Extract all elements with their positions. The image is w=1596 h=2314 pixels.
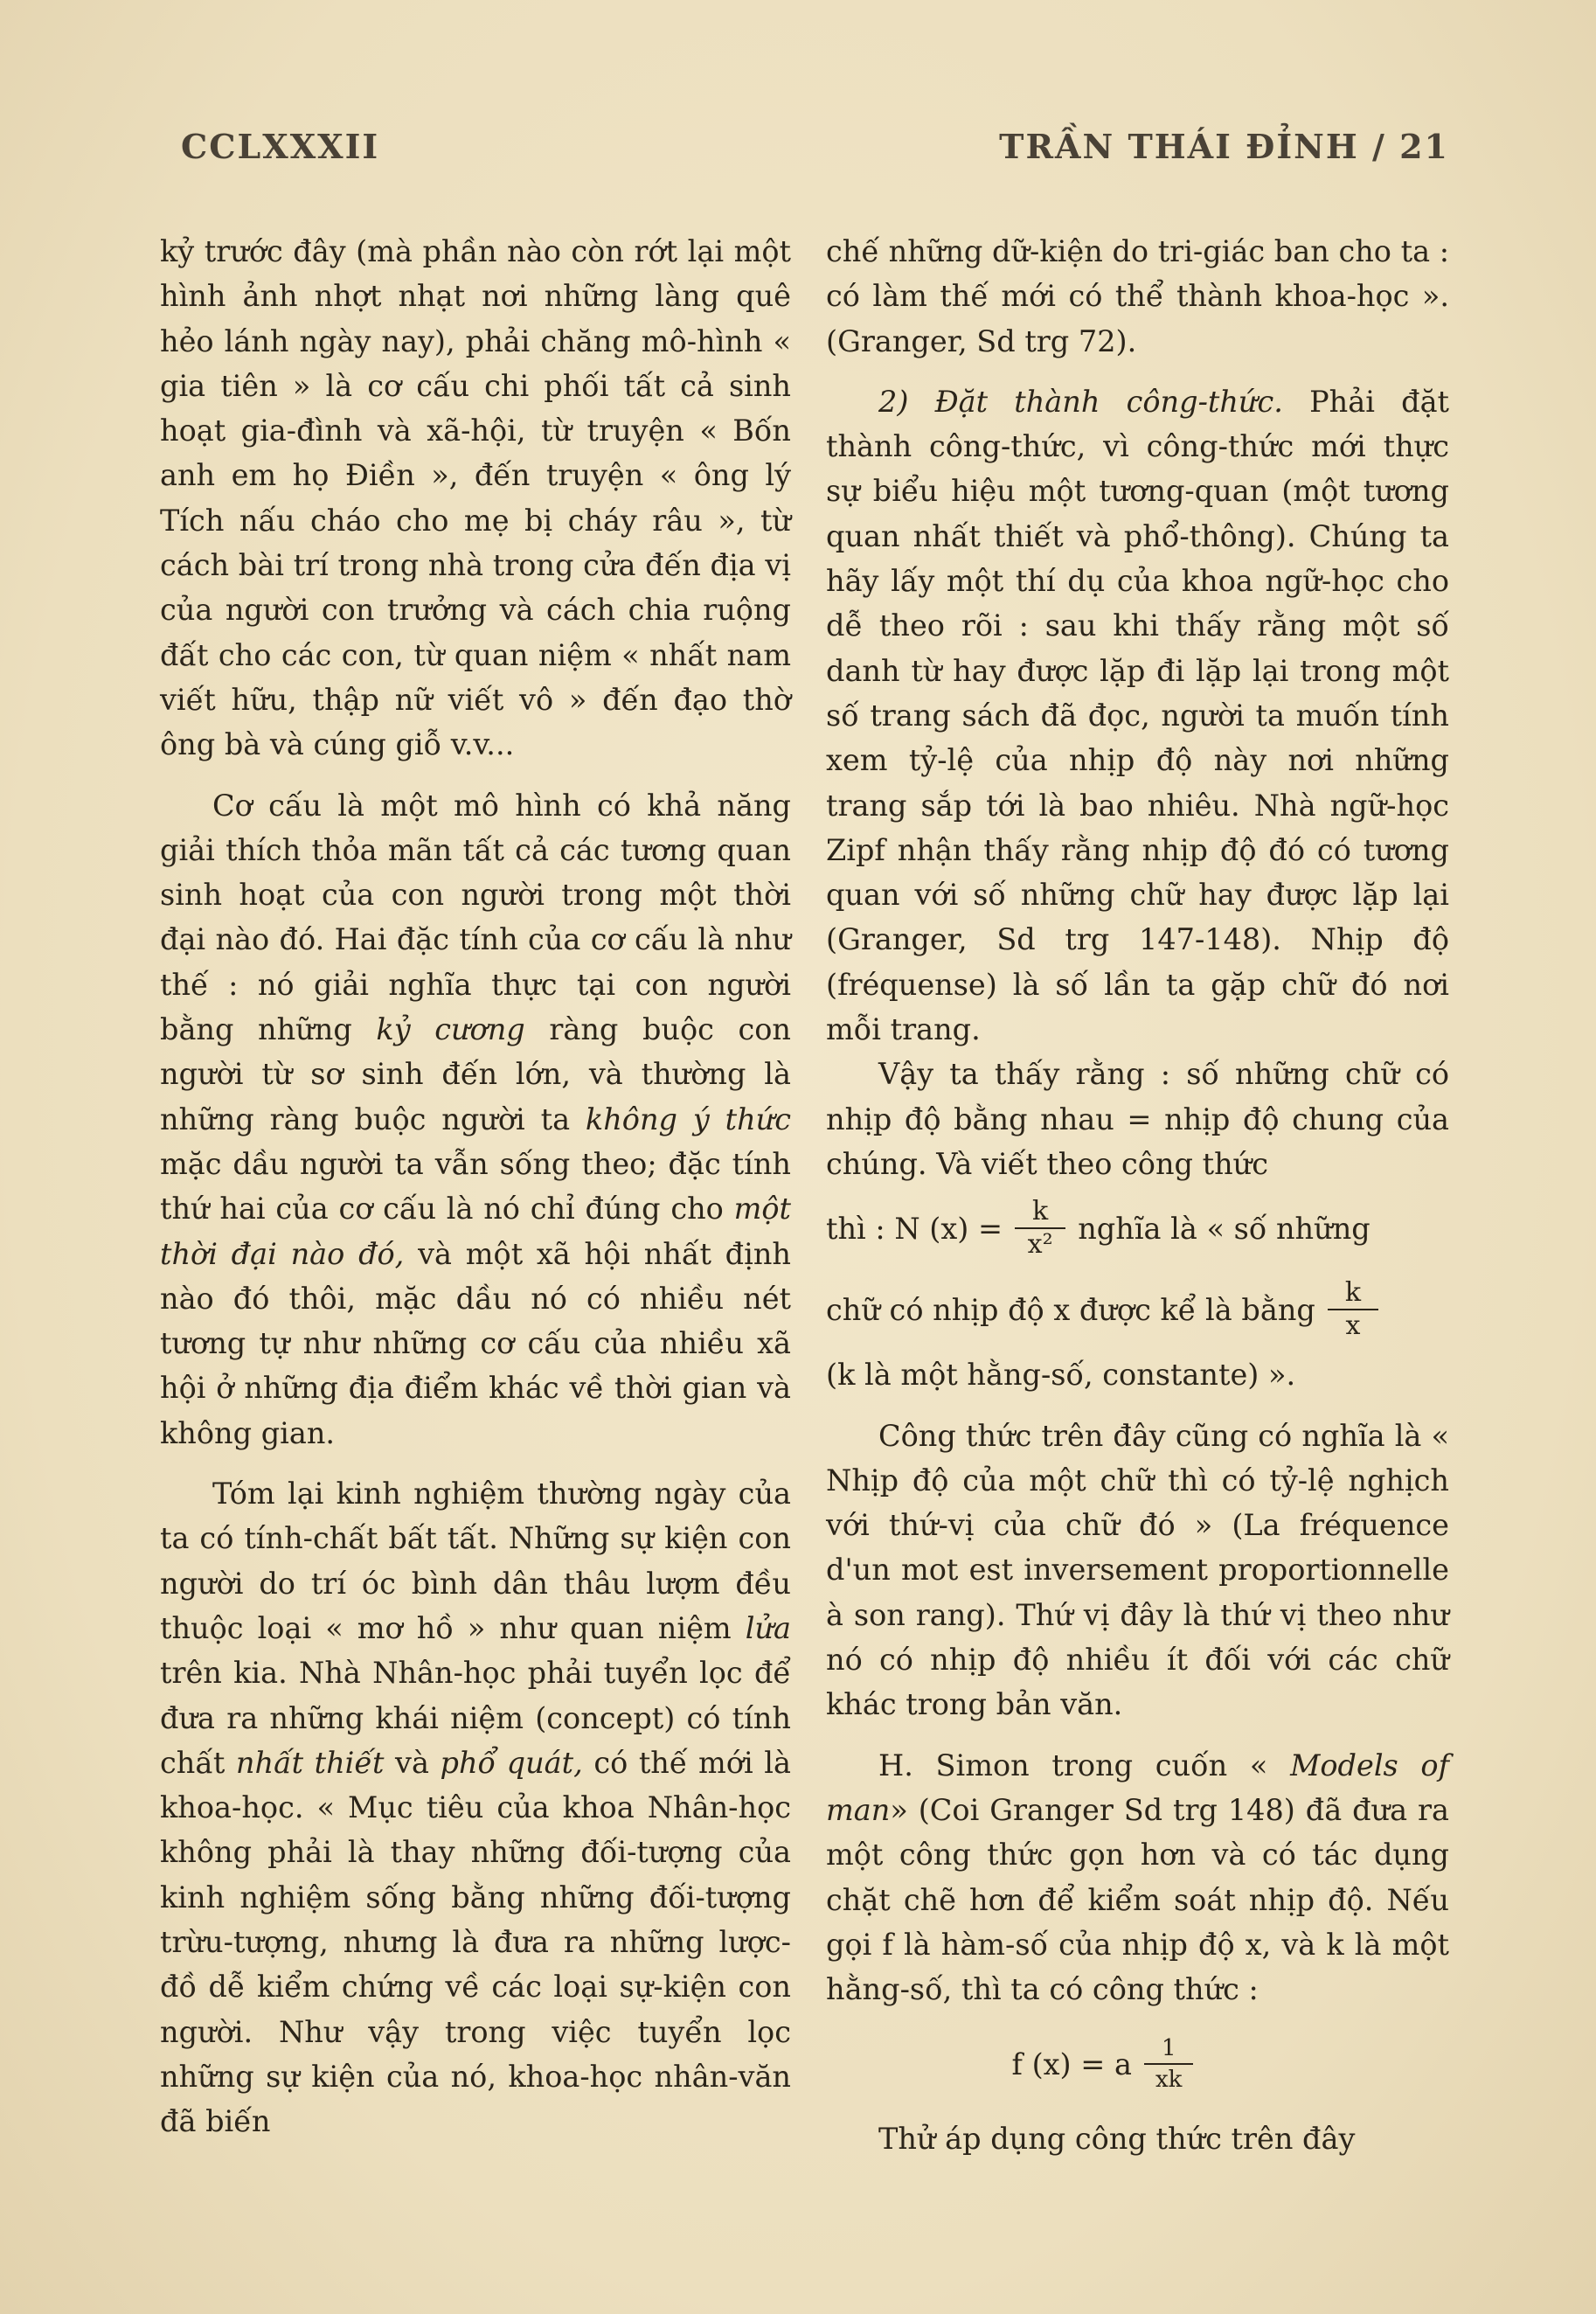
paragraph: Vậy ta thấy rằng : số những chữ có nhịp độ bằng nhau = nhịp độ chung của chúng. Và viết theo công thức (826, 1057, 1449, 1181)
section-heading: 2) Đặt thành công-thức. (878, 384, 1283, 419)
formula-simon: f (x) = a $\frac{1}{xk}$ (826, 2020, 1449, 2108)
formula-inline: chữ có nhịp độ x được kể là bằng $\frac{k}{x}$ (826, 1270, 1449, 1349)
paragraph: H. Simon trong cuốn « Models of man» (Coi Granger Sd trg 148) đã đưa ra một công thức gọn hơn và có tác dụng chặt chẽ hơn để kiểm soát nhịp độ. Nếu gọi f là hàm-số của nhịp độ x, và k là một hằng-số, thì ta có công thức : (826, 1748, 1449, 2007)
paragraph: kỷ trước đây (mà phần nào còn rớt lại một hình ảnh nhợt nhạt nơi những làng quê hẻo lánh ngày nay), phải chăng mô-hình « gia tiên » là cơ cấu chi phối tất cả sinh hoạt gia-đình và xã-hội, từ truyện « Bốn anh em họ Điền », đến truyện « ông lý Tích nấu cháo cho mẹ bị cháy râu », từ cách bài trí trong nhà trong cửa đến địa vị của người con trưởng và cách chia ruộng đất cho các con, từ quan niệm « nhất nam viết hữu, thập nữ viết vô » đến đạo thờ ông bà và cúng giỗ v.v... (160, 234, 791, 762)
paragraph: Thử áp dụng công thức trên đây (878, 2122, 1356, 2157)
right-column (826, 229, 1449, 2162)
paragraph: Tóm lại kinh nghiệm thường ngày của ta có tính-chất bất tất. Những sự kiện con người do trí óc bình dân thâu lượm đều thuộc loại « mơ hồ » như quan niệm lửa trên kia. Nhà Nhân-học phải tuyển lọc để đưa ra những khái niệm (concept) có tính chất nhất thiết và phổ quát, có thế mới là khoa-học. « Mục tiêu của khoa Nhân-học không phải là thay những đối-tượng của kinh nghiệm sống bằng những đối-tượng trừu-tượng, nhưng là đưa ra những lược-đồ dễ kiểm chứng về các loại sự-kiện con người. Như vậy trong việc tuyển lọc những sự kiện của nó, khoa-học nhân-văn đã biến (160, 1477, 791, 2139)
paragraph: (k là một hằng-số, constante) ». (826, 1358, 1296, 1393)
paragraph: Cơ cấu là một mô hình có khả năng giải thích thỏa mãn tất cả các tương quan sinh hoạt của con người trong một thời đại nào đó. Hai đặc tính của cơ cấu là như thế : nó giải nghĩa thực tại con người bằng những kỷ cương ràng buộc con người từ sơ sinh đến lớn, và thường là những ràng buộc người ta không ý thức mặc dầu người ta vẫn sống theo; đặc tính thứ hai của cơ cấu là nó chỉ đúng cho một thời đại nào đó, và một xã hội nhất định nào đó thôi, mặc dầu nó có nhiều nét tương tự như những cơ cấu của nhiều xã hội ở những địa điểm khác về thời gian và không gian. (160, 788, 792, 1450)
paragraph: chế những dữ-kiện do tri-giác ban cho ta : có làm thế mới có thể thành khoa-học ». (Granger, Sd trg 72). (826, 234, 1449, 358)
formula-zipf: thì : N (x) = $\frac{k}{\text{x²}}$ nghĩa là « số những (826, 1196, 1370, 1261)
left-column (160, 229, 791, 2144)
paragraph: Công thức trên đây cũng có nghĩa là « Nhịp độ của một chữ thì có tỷ-lệ nghịch với thứ-vị của chữ đó » (La fréquence d'un mot est inversement proportionnelle à son rang). Thứ vị đây là thứ vị theo như nó có nhịp độ nhiều ít đối với các chữ khác trong bản văn. (826, 1418, 1449, 1722)
page-header-left: CCLXXXII (181, 127, 380, 166)
page-header-right: TRẦN THÁI ĐỈNH / 21 (999, 127, 1449, 166)
paragraph: 2) Đặt thành công-thức. Phải đặt thành công-thức, vì công-thức mới thực sự biểu hiệu một tương-quan (một tương quan nhất thiết và phổ-thông). Chúng ta hãy lấy một thí dụ của khoa ngữ-học cho dễ theo rõi : sau khi thấy rằng một số danh từ hay được lặp đi lặp lại trong một số trang sách đã đọc, người ta muốn tính xem tỷ-lệ của nhịp độ này nơi những trang sắp tới là bao nhiêu. Nhà ngữ-học Zipf nhận thấy rằng nhịp độ đó có tương quan với số những chữ hay được lặp lại (Granger, Sd trg 147-148). Nhịp độ (fréquense) là số lần ta gặp chữ đó nơi mỗi trang. (826, 384, 1450, 1047)
